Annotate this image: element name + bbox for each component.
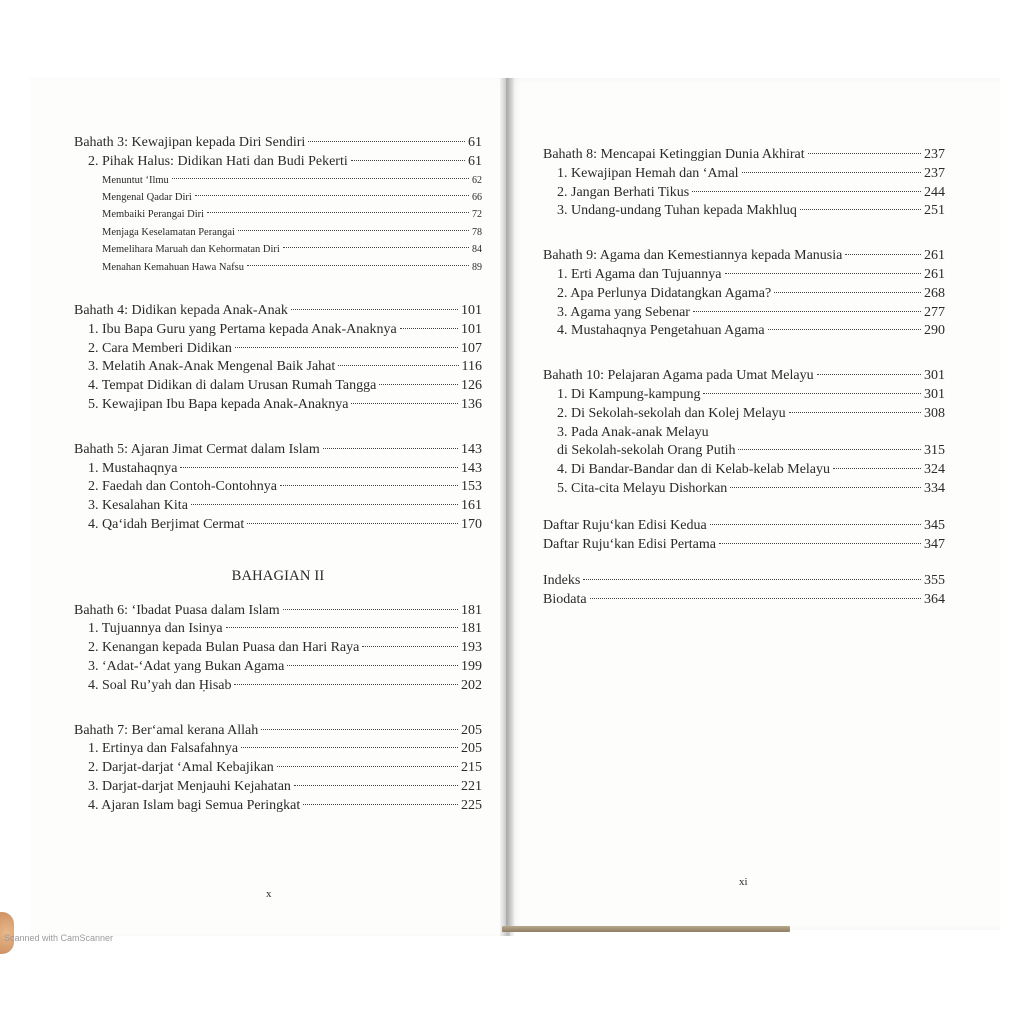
toc-item: 5. Cita-cita Melayu Dishorkan 334 <box>557 480 945 496</box>
toc-item: 2. Apa Perlunya Didatangkan Agama? 268 <box>557 285 945 301</box>
book-gutter <box>500 78 514 936</box>
toc-item: 2. Jangan Berhati Tikus 244 <box>557 184 945 200</box>
toc-heading: Bahath 4: Didikan kepada Anak-Anak 101 <box>74 303 482 319</box>
toc-item: 3. Undang-undang Tuhan kepada Makhluq 251 <box>557 203 945 219</box>
toc-subitem: Mengenal Qadar Diri 66 <box>102 192 482 203</box>
toc-subitem: Menjaga Keselamatan Perangai 78 <box>102 226 482 238</box>
toc-right-column <box>543 146 945 610</box>
toc-biodata: Biodata 364 <box>543 592 945 608</box>
toc-item: 1. Tujuannya dan Isinya 181 <box>88 621 482 637</box>
toc-heading: Bahath 6: ‘Ibadat Puasa dalam Islam 181 <box>74 602 482 618</box>
toc-heading: Bahath 7: Ber‘amal kerana Allah 205 <box>74 722 482 738</box>
toc-item: 5. Kewajipan Ibu Bapa kepada Anak-Anaknya 136 <box>88 397 482 413</box>
toc-subitem: Menahan Kemahuan Hawa Nafsu 89 <box>102 261 482 273</box>
toc-subitem: Memelihara Maruah dan Kehormatan Diri 84 <box>102 244 482 256</box>
toc-item-continuation: di Sekolah-sekolah Orang Putih 315 <box>557 443 945 459</box>
toc-item: 4. Soal Ru’yah dan Ḥisab 202 <box>88 677 482 693</box>
toc-heading: Bahath 3: Kewajipan kepada Diri Sendiri 61 <box>74 135 482 150</box>
page-number-left: x <box>266 888 272 900</box>
toc-item: 2. Di Sekolah-sekolah dan Kolej Melayu 308 <box>557 405 945 421</box>
toc-heading: Bahath 10: Pelajaran Agama pada Umat Melayu 301 <box>543 368 945 384</box>
toc-heading: Bahath 9: Agama dan Kemestiannya kepada Manusia 261 <box>543 248 945 264</box>
toc-heading: Bahath 5: Ajaran Jimat Cermat dalam Islam 143 <box>74 441 482 457</box>
scanner-watermark: Scanned with CamScanner <box>4 933 114 943</box>
toc-item: 3. Agama yang Sebenar 277 <box>557 304 945 320</box>
toc-item: 2. Faedah dan Contoh-Contohnya 153 <box>88 479 482 495</box>
part-title: BAHAGIAN II <box>231 567 325 584</box>
toc-item: 4. Qa‘idah Berjimat Cermat 170 <box>88 517 482 532</box>
toc-item: 2. Cara Memberi Didikan 107 <box>88 340 482 356</box>
toc-item: 3. ‘Adat-‘Adat yang Bukan Agama 199 <box>88 658 482 674</box>
toc-item: 4. Ajaran Islam bagi Semua Peringkat 225 <box>88 797 482 813</box>
toc-item: 1. Ertinya dan Falsafahnya 205 <box>88 741 482 757</box>
toc-item: 3. Kesalahan Kita 161 <box>88 498 482 514</box>
toc-item: 4. Tempat Didikan di dalam Urusan Rumah Tangga 126 <box>88 378 482 394</box>
toc-item: 3. Melatih Anak-Anak Mengenal Baik Jahat 116 <box>88 359 482 375</box>
page-edge <box>502 926 790 932</box>
toc-item: 1. Erti Agama dan Tujuannya 261 <box>557 266 945 282</box>
toc-item: 1. Ibu Bapa Guru yang Pertama kepada Anak-Anaknya 101 <box>88 321 482 337</box>
toc-references: Daftar Ruju‘kan Edisi Pertama 347 <box>543 536 945 552</box>
toc-references: Daftar Ruju‘kan Edisi Kedua 345 <box>543 517 945 533</box>
toc-subitem: Menuntut ‘Ilmu 62 <box>102 174 482 186</box>
toc-item: 1. Kewajipan Hemah dan ‘Amal 237 <box>557 165 945 181</box>
toc-item-line1: 3. Pada Anak-anak Melayu <box>557 424 709 440</box>
toc-item: 2. Darjat-darjat ‘Amal Kebajikan 215 <box>88 760 482 776</box>
toc-left-column <box>74 134 482 816</box>
toc-item: 2. Kenangan kepada Bulan Puasa dan Hari Raya 193 <box>88 640 482 656</box>
toc-item: 4. Di Bandar-Bandar dan di Kelab-kelab Melayu 324 <box>557 462 945 478</box>
toc-item: 4. Mustahaqnya Pengetahuan Agama 290 <box>557 323 945 339</box>
toc-item: 3. Darjat-darjat Menjauhi Kejahatan 221 <box>88 778 482 794</box>
page-number-right: xi <box>739 876 748 888</box>
toc-item: 2. Pihak Halus: Didikan Hati dan Budi Pekerti 61 <box>88 153 482 169</box>
toc-item: 1. Mustahaqnya 143 <box>88 460 482 476</box>
toc-index: Indeks 355 <box>543 573 945 589</box>
toc-item: 1. Di Kampung-kampung 301 <box>557 386 945 402</box>
toc-subitem: Membaiki Perangai Diri 72 <box>102 209 482 221</box>
toc-heading: Bahath 8: Mencapai Ketinggian Dunia Akhirat 237 <box>543 147 945 162</box>
